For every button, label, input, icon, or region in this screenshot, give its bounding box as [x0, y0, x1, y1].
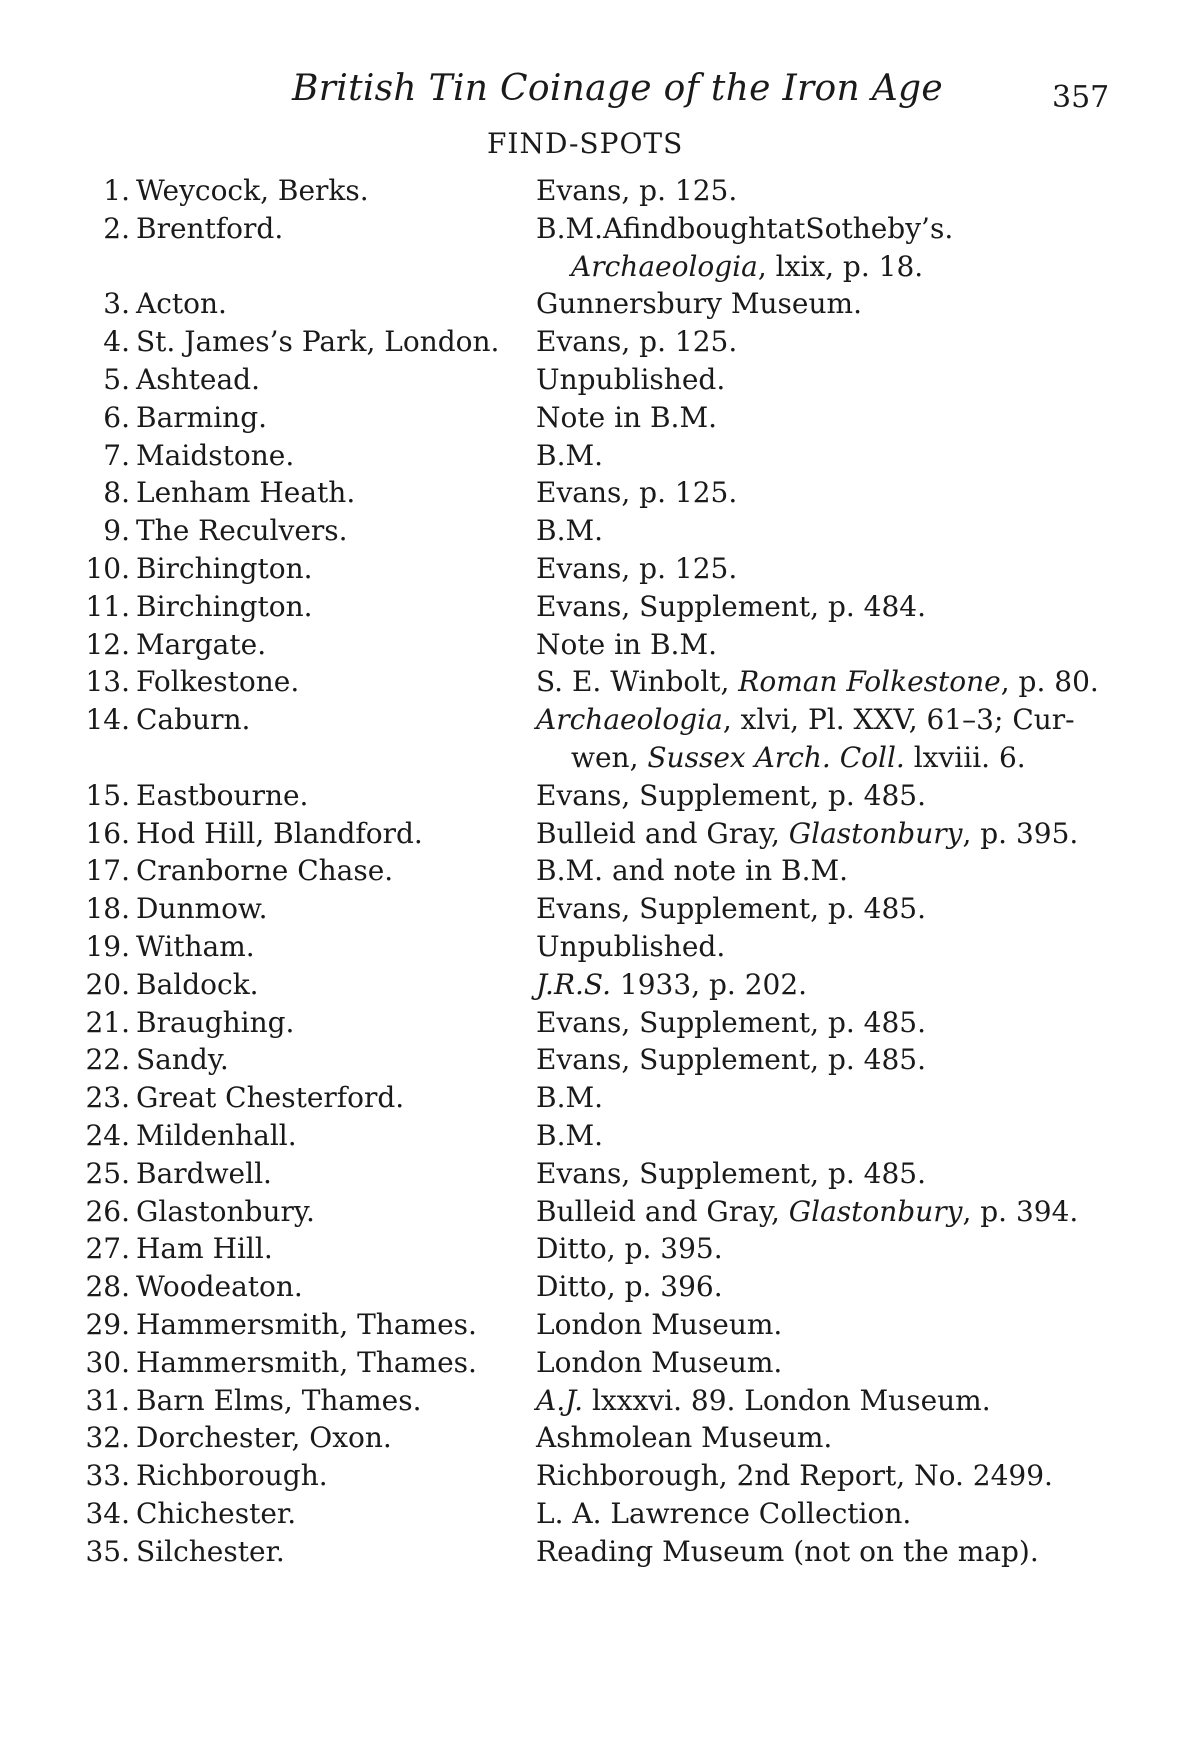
entry-number: 10.: [85, 551, 130, 585]
find-spot-place: Bardwell.: [136, 1156, 272, 1190]
find-spot-source: [536, 966, 1108, 1004]
entry-number: 23.: [85, 1081, 130, 1115]
find-spot-place: Brentford.: [136, 211, 284, 245]
source-word: A: [603, 211, 623, 245]
find-spot-source: [536, 1306, 1108, 1344]
find-spot-place: Great Chesterford.: [136, 1081, 405, 1115]
find-spot-source: [536, 1079, 1108, 1117]
find-spot-place: Dunmow.: [136, 892, 268, 926]
source-text-part: 1933, p. 202.: [611, 967, 808, 1001]
find-spot-entry: [0, 474, 1200, 512]
source-line: B.M.: [536, 438, 604, 472]
find-spot-entry: [0, 1268, 1200, 1306]
find-spot-source: [536, 777, 1108, 815]
find-spot-source: [536, 1155, 1108, 1193]
find-spot-source: [536, 172, 1108, 210]
find-spot-entry: [0, 1079, 1200, 1117]
find-spot-entry: [0, 701, 1200, 777]
source-text-part: , lxix, p. 18.: [757, 249, 924, 283]
entry-number: 12.: [85, 627, 130, 661]
entry-number: 24.: [85, 1118, 130, 1152]
entry-number: 4.: [103, 325, 130, 359]
find-spot-source: [536, 1457, 1108, 1495]
entry-number: 32.: [85, 1421, 130, 1455]
source-line: [536, 701, 1108, 739]
find-spot-source: [536, 1004, 1108, 1042]
find-spot-entry: [0, 399, 1200, 437]
source-line: Ditto, p. 395.: [536, 1232, 723, 1266]
find-spot-place: Margate.: [136, 627, 267, 661]
find-spot-source: [536, 815, 1108, 853]
find-spot-place: Barn Elms, Thames.: [136, 1383, 422, 1417]
source-text-part: Sussex Arch. Coll.: [647, 740, 905, 774]
entry-number: 8.: [103, 476, 130, 510]
find-spot-place: Caburn.: [136, 703, 251, 737]
source-line: Richborough, 2nd Report, No. 2499.: [536, 1459, 1053, 1493]
entry-number: 7.: [103, 438, 130, 472]
find-spot-source: [536, 1268, 1108, 1306]
source-line: Evans, Supplement, p. 485.: [536, 892, 927, 926]
find-spot-place: Hod Hill, Blandford.: [136, 816, 423, 850]
source-text-part: Glastonbury: [788, 1194, 963, 1228]
find-spot-entry: [0, 323, 1200, 361]
source-line: Evans, Supplement, p. 485.: [536, 1043, 927, 1077]
source-continuation-line: [536, 248, 1108, 286]
find-spot-source: [536, 1193, 1108, 1231]
section-heading: FIND-SPOTS: [487, 127, 684, 160]
entry-number: 30.: [85, 1345, 130, 1379]
find-spot-entry: [0, 1382, 1200, 1420]
find-spot-source: [536, 1495, 1108, 1533]
entry-number: 35.: [85, 1534, 130, 1568]
source-line: [536, 210, 1108, 248]
find-spot-place: Chichester.: [136, 1496, 297, 1530]
find-spot-place: Birchington.: [136, 589, 313, 623]
source-line: Evans, p. 125.: [536, 476, 738, 510]
find-spot-entry: [0, 361, 1200, 399]
source-text-part: lxxxvi. 89. London Museum.: [583, 1383, 991, 1417]
find-spot-entry: [0, 890, 1200, 928]
find-spot-source: [536, 852, 1108, 890]
find-spot-place: Braughing.: [136, 1005, 295, 1039]
find-spot-entry: [0, 588, 1200, 626]
source-text-part: , p. 394.: [962, 1194, 1079, 1228]
source-text-part: Archaeologia: [571, 249, 758, 283]
find-spot-entry: [0, 1230, 1200, 1268]
entry-number: 27.: [85, 1232, 130, 1266]
source-word: B.M.: [536, 211, 604, 245]
source-line: Evans, Supplement, p. 485.: [536, 778, 927, 812]
find-spot-place: St. James’s Park, London.: [136, 325, 500, 359]
source-line: Ashmolean Museum.: [536, 1421, 833, 1455]
source-text-part: Roman Folkestone: [738, 665, 1001, 699]
source-text-part: Archaeologia: [536, 703, 723, 737]
find-spot-place: Sandy.: [136, 1043, 229, 1077]
entry-number: 17.: [85, 854, 130, 888]
find-spot-entry: [0, 1495, 1200, 1533]
find-spot-entry: [0, 852, 1200, 890]
find-spot-entry: [0, 550, 1200, 588]
find-spot-source: [536, 1117, 1108, 1155]
find-spot-entry: [0, 1533, 1200, 1571]
find-spot-entry: [0, 1041, 1200, 1079]
find-spot-source: [536, 1344, 1108, 1382]
source-line: London Museum.: [536, 1345, 783, 1379]
source-text-part: S. E. Winbolt,: [536, 665, 739, 699]
source-word: bought: [677, 211, 778, 245]
find-spot-place: Hammersmith, Thames.: [136, 1345, 477, 1379]
source-line: Note in B.M.: [536, 400, 718, 434]
source-word: Sotheby’s.: [805, 211, 954, 245]
entry-number: 9.: [103, 514, 130, 548]
entry-number: 18.: [85, 892, 130, 926]
source-line: B.M.: [536, 1081, 604, 1115]
find-spot-entry: [0, 1155, 1200, 1193]
find-spot-entry: [0, 1344, 1200, 1382]
source-text-part: lxviii. 6.: [904, 740, 1026, 774]
source-line: L. A. Lawrence Collection.: [536, 1496, 912, 1530]
entry-number: 13.: [85, 665, 130, 699]
find-spot-place: Baldock.: [136, 967, 259, 1001]
source-line: [536, 815, 1108, 853]
find-spot-place: Witham.: [136, 929, 255, 963]
find-spot-entry: [0, 815, 1200, 853]
find-spot-source: [536, 663, 1108, 701]
find-spot-place: Silchester.: [136, 1534, 285, 1568]
find-spot-source: [536, 588, 1108, 626]
entry-number: 22.: [85, 1043, 130, 1077]
find-spot-entry: [0, 1419, 1200, 1457]
find-spot-entry: [0, 777, 1200, 815]
source-text-part: Glastonbury: [788, 816, 963, 850]
entry-number: 6.: [103, 400, 130, 434]
entry-number: 33.: [85, 1459, 130, 1493]
find-spot-entry: [0, 663, 1200, 701]
find-spot-place: Ashtead.: [136, 362, 260, 396]
entry-number: 15.: [85, 778, 130, 812]
source-line: [536, 966, 1108, 1004]
find-spot-source: [536, 285, 1108, 323]
source-line: Evans, Supplement, p. 484.: [536, 589, 927, 623]
entry-number: 1.: [103, 174, 130, 207]
find-spot-place: Glastonbury.: [136, 1194, 315, 1228]
find-spot-entry: [0, 1004, 1200, 1042]
source-line: Note in B.M.: [536, 627, 718, 661]
entry-number: 19.: [85, 929, 130, 963]
entry-number: 5.: [103, 362, 130, 396]
find-spot-place: Barming.: [136, 400, 268, 434]
source-text-part: , xlvi, Pl. XXV, 61–3; Cur-: [722, 703, 1075, 737]
source-line: B.M.: [536, 514, 604, 548]
find-spot-source: [536, 210, 1108, 286]
find-spot-entry: [0, 1117, 1200, 1155]
source-line: Ditto, p. 396.: [536, 1270, 723, 1304]
source-text-part: Bulleid and Gray,: [536, 816, 789, 850]
find-spot-source: [536, 928, 1108, 966]
entry-number: 25.: [85, 1156, 130, 1190]
source-line: Evans, p. 125.: [536, 325, 738, 359]
find-spot-place: Richborough.: [136, 1459, 328, 1493]
page-number: 357: [1052, 80, 1110, 115]
find-spot-source: [536, 1382, 1108, 1420]
source-line: B.M.: [536, 1118, 604, 1152]
find-spot-source: [536, 323, 1108, 361]
find-spot-source: [536, 890, 1108, 928]
find-spot-entry: [0, 285, 1200, 323]
source-line: Gunnersbury Museum.: [536, 287, 862, 321]
find-spot-entry: [0, 1193, 1200, 1231]
source-text-part: , p. 395.: [962, 816, 1079, 850]
source-line: Unpublished.: [536, 929, 726, 963]
source-text-part: J.R.S.: [536, 967, 612, 1001]
entry-number: 11.: [85, 589, 130, 623]
entry-number: 26.: [85, 1194, 130, 1228]
source-line: Evans, Supplement, p. 485.: [536, 1005, 927, 1039]
entry-number: 3.: [103, 287, 130, 321]
source-word: at: [777, 211, 806, 245]
entry-number: 16.: [85, 816, 130, 850]
source-line: B.M. and note in B.M.: [536, 854, 849, 888]
find-spot-source: [536, 550, 1108, 588]
find-spot-place: Folkestone.: [136, 665, 300, 699]
find-spot-place: Eastbourne.: [136, 778, 309, 812]
source-line: [536, 1193, 1108, 1231]
find-spot-place: Cranborne Chase.: [136, 854, 394, 888]
find-spot-entry: [0, 966, 1200, 1004]
entry-number: 2.: [103, 211, 130, 245]
find-spot-place: Mildenhall.: [136, 1118, 297, 1152]
find-spot-source: [536, 361, 1108, 399]
find-spot-entry: [0, 1306, 1200, 1344]
find-spot-place: Maidstone.: [136, 438, 295, 472]
find-spot-source: [536, 626, 1108, 664]
source-text-part: wen,: [571, 740, 648, 774]
find-spot-source: [536, 437, 1108, 475]
find-spot-entry: [0, 512, 1200, 550]
find-spot-place: Acton.: [136, 287, 227, 321]
find-spot-place: Dorchester, Oxon.: [136, 1421, 392, 1455]
source-text-part: Bulleid and Gray,: [536, 1194, 789, 1228]
entry-number: 29.: [85, 1307, 130, 1341]
running-header-title: British Tin Coinage of the Iron Age: [292, 68, 944, 109]
find-spot-source: [536, 1533, 1108, 1571]
entry-number: 14.: [85, 703, 130, 737]
find-spot-place: Woodeaton.: [136, 1270, 303, 1304]
source-line: Evans, Supplement, p. 485.: [536, 1156, 927, 1190]
find-spot-place: Lenham Heath.: [136, 476, 356, 510]
source-line: London Museum.: [536, 1307, 783, 1341]
entry-number: 20.: [85, 967, 130, 1001]
find-spot-entry: [0, 928, 1200, 966]
entry-number: 34.: [85, 1496, 130, 1530]
find-spot-entry: [0, 1457, 1200, 1495]
find-spot-place: Hammersmith, Thames.: [136, 1307, 477, 1341]
source-text-part: , p. 80.: [1000, 665, 1099, 699]
find-spot-entry: [0, 626, 1200, 664]
source-line: Evans, p. 125.: [536, 174, 738, 207]
find-spots-list: [0, 172, 1200, 1570]
find-spot-source: [536, 512, 1108, 550]
source-continuation-line: [536, 739, 1108, 777]
source-word: find: [622, 211, 678, 245]
find-spot-place: Birchington.: [136, 551, 313, 585]
source-line: Reading Museum (not on the map).: [536, 1534, 1039, 1568]
source-line: [536, 663, 1108, 701]
source-text-part: A.J.: [536, 1383, 584, 1417]
entry-number: 31.: [85, 1383, 130, 1417]
source-line: [536, 1382, 1108, 1420]
entry-number: 21.: [85, 1005, 130, 1039]
entry-number: 28.: [85, 1270, 130, 1304]
find-spot-source: [536, 701, 1108, 777]
find-spot-source: [536, 1041, 1108, 1079]
find-spot-entry: [0, 210, 1200, 286]
find-spot-entry: [0, 172, 1200, 210]
find-spot-place: Weycock, Berks.: [136, 174, 369, 207]
find-spot-place: Ham Hill.: [136, 1232, 273, 1266]
source-line: Unpublished.: [536, 362, 726, 396]
find-spot-entry: [0, 437, 1200, 475]
find-spot-source: [536, 399, 1108, 437]
find-spot-place: The Reculvers.: [136, 514, 348, 548]
source-line: Evans, p. 125.: [536, 551, 738, 585]
find-spot-source: [536, 1230, 1108, 1268]
find-spot-source: [536, 474, 1108, 512]
find-spot-source: [536, 1419, 1108, 1457]
